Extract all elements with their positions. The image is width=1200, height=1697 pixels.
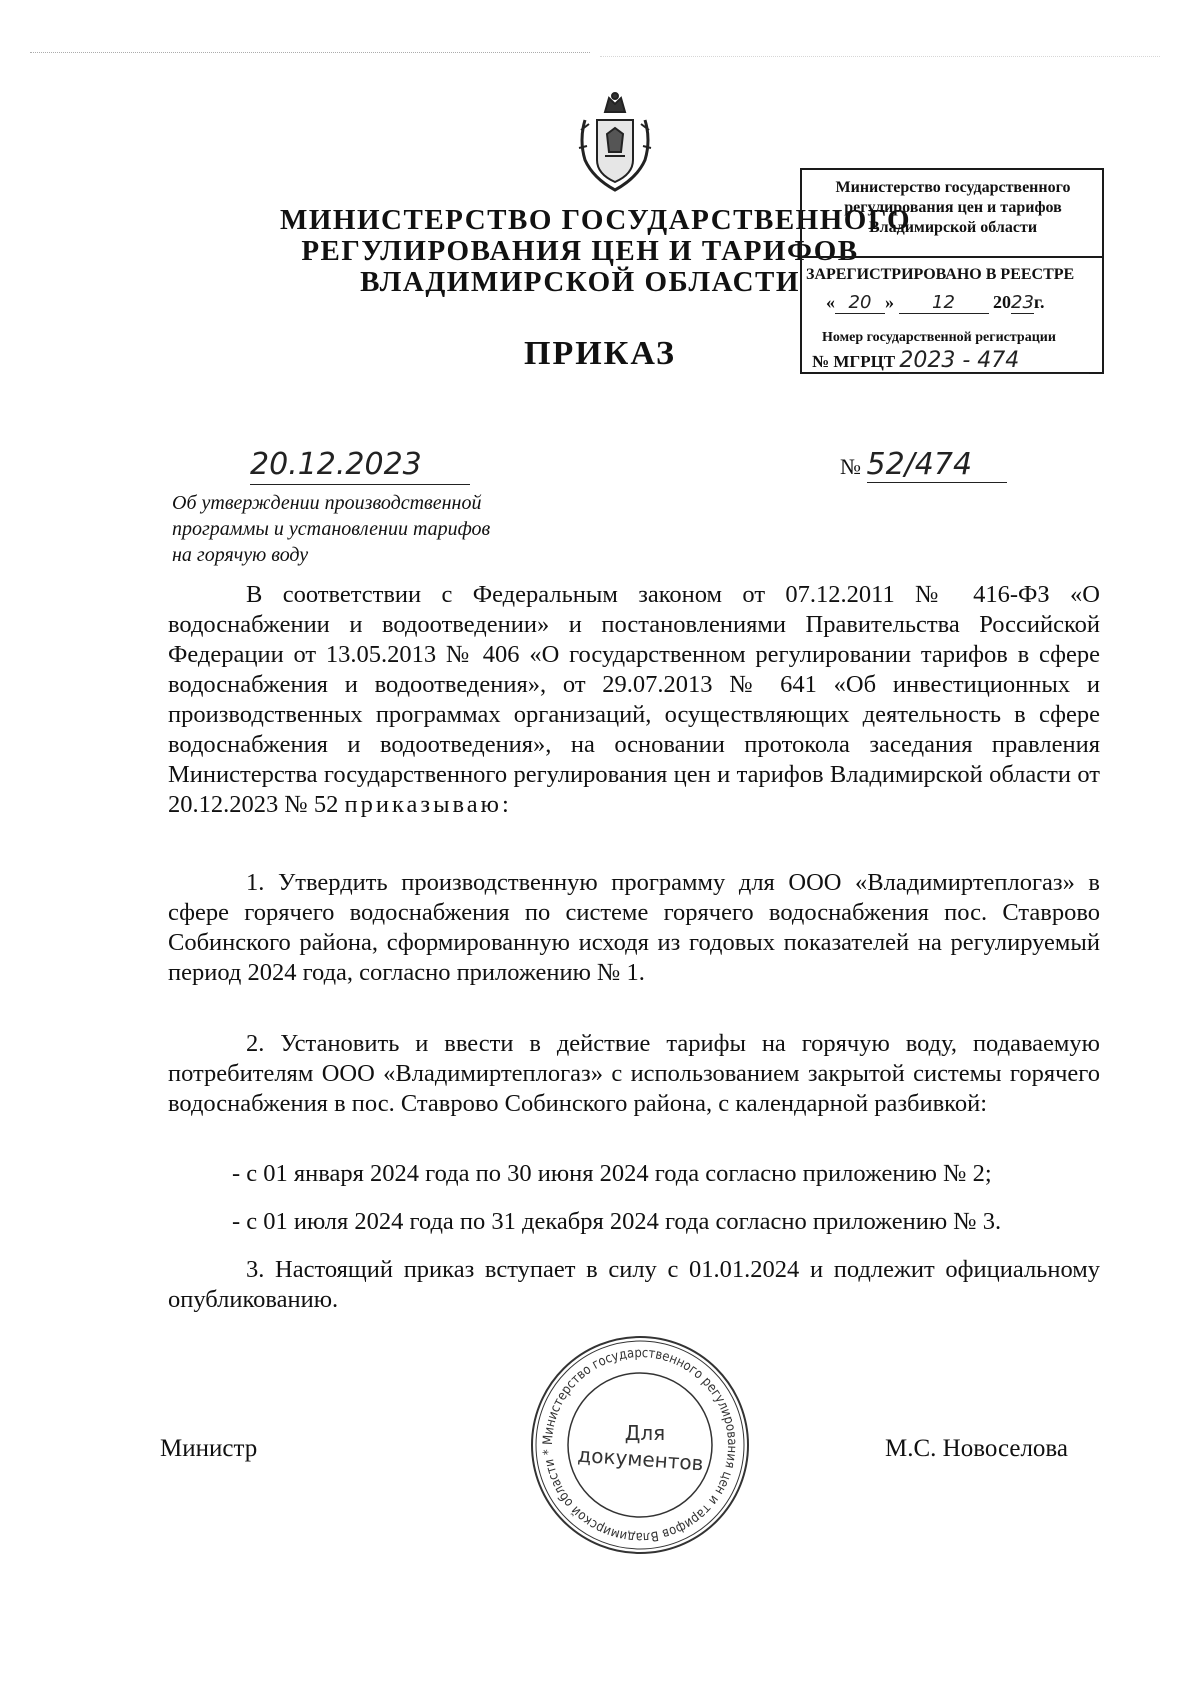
preamble-text: В соответствии с Федеральным законом от 07.12.2011 № 416-ФЗ «О водоснабжении и водоотведении» и постановлениями Правительства Российской Федерации от 13.05.2013 № 406 «О государственном регулировании тарифов в сфере водоснабжения и водоотведения», от 29.07.2013 № 641 «Об инвестиционных и производственных программах организаций, осуществляющих деятельность в сфере водоснабжения и водоотведения», на основании протокола заседания правления Министерства государственного регулирования цен и тарифов Владимирской области от 20.12.2023 № 52 — [168, 581, 1100, 818]
order-subject — [172, 490, 552, 568]
stamp-org-line: Владимирской области — [868, 219, 1038, 236]
period-bullet: - с 01 июля 2024 года по 31 декабря 2024 года согласно приложению № 3. — [232, 1208, 1002, 1235]
order-number-value: 52/474 — [867, 447, 1007, 483]
stamp-registration-number — [812, 348, 1102, 374]
subject-line: Об утверждении производственной — [172, 492, 482, 514]
stamp-registered-label: ЗАРЕГИСТРИРОВАНО В РЕЕСТРЕ — [806, 266, 1075, 283]
subject-line: на горячую воду — [172, 544, 309, 566]
stamp-organization — [808, 178, 1098, 238]
document-type-title: ПРИКАЗ — [524, 335, 676, 372]
stamp-org-line: Министерство государственного — [835, 179, 1071, 196]
stamp-month: 12 — [899, 292, 989, 314]
ministry-title-line: МИНИСТЕРСТВО ГОСУДАРСТВЕННОГО — [280, 204, 912, 236]
preamble-paragraph — [168, 580, 1100, 820]
signatory-position: Министр — [160, 1435, 258, 1462]
stamp-divider — [802, 256, 1102, 258]
stamp-day: 20 — [835, 292, 885, 314]
stamp-year-suffix: 23 — [1011, 292, 1034, 313]
item-2-paragraph: 2. Установить и ввести в действие тарифы на горячую воду, подаваемую потребителям ООО «Владимиртеплогаз» с использованием закрытой системы горячего водоснабжения в пос. Ставрово Собинского района, с календарной разбивкой: — [168, 1030, 1100, 1117]
registration-stamp — [800, 168, 1104, 374]
stamp-number-value: 2023 - 474 — [899, 348, 1089, 374]
period-bullet: - с 01 января 2024 года по 30 июня 2024 года согласно приложению № 2; — [232, 1160, 992, 1187]
stamp-number-label: Номер государственной регистрации — [822, 330, 1056, 345]
scan-artifact-line — [30, 52, 590, 53]
order-number — [840, 447, 1030, 483]
seal-center-line: Для — [624, 1421, 666, 1445]
subject-line: программы и установлении тарифов — [172, 518, 491, 540]
official-seal — [525, 1330, 755, 1560]
coat-of-arms-emblem — [575, 90, 655, 200]
directive-text: приказываю: — [344, 791, 512, 818]
scan-artifact-line — [600, 56, 1160, 57]
stamp-registration-date: « 20 » 12 2023г. — [826, 292, 1045, 313]
stamp-org-line: регулирования цен и тарифов — [844, 199, 1062, 216]
stamp-number-prefix: № МГРЦТ — [812, 352, 896, 371]
ministry-title-line: ВЛАДИМИРСКОЙ ОБЛАСТИ — [360, 266, 800, 298]
item-1-paragraph: 1. Утвердить производственную программу для ООО «Владимиртеплогаз» в сфере горячего водоснабжения по системе горячего водоснабжения пос. Ставрово Собинского района, сформированную исходя из годовых показателей на регулируемый период 2024 года, согласно приложению № 1. — [168, 869, 1100, 986]
ministry-title-line: РЕГУЛИРОВАНИЯ ЦЕН И ТАРИФОВ — [301, 235, 859, 267]
item-3-paragraph: 3. Настоящий приказ вступает в силу с 01.01.2024 и подлежит официальному опубликованию. — [168, 1256, 1100, 1313]
order-number-label: № — [840, 454, 861, 479]
seal-ring-text: Министерство государственного регулирования цен и тарифов Владимирской области * — [540, 1345, 740, 1545]
ministry-title — [280, 204, 912, 298]
stamp-year-unit: г. — [1033, 292, 1045, 312]
order-date: 20.12.2023 — [250, 447, 470, 485]
stamp-year-prefix: 20 — [993, 292, 1011, 312]
seal-center-line: документов — [576, 1442, 705, 1476]
signatory-name: М.С. Новоселова — [885, 1435, 1069, 1462]
